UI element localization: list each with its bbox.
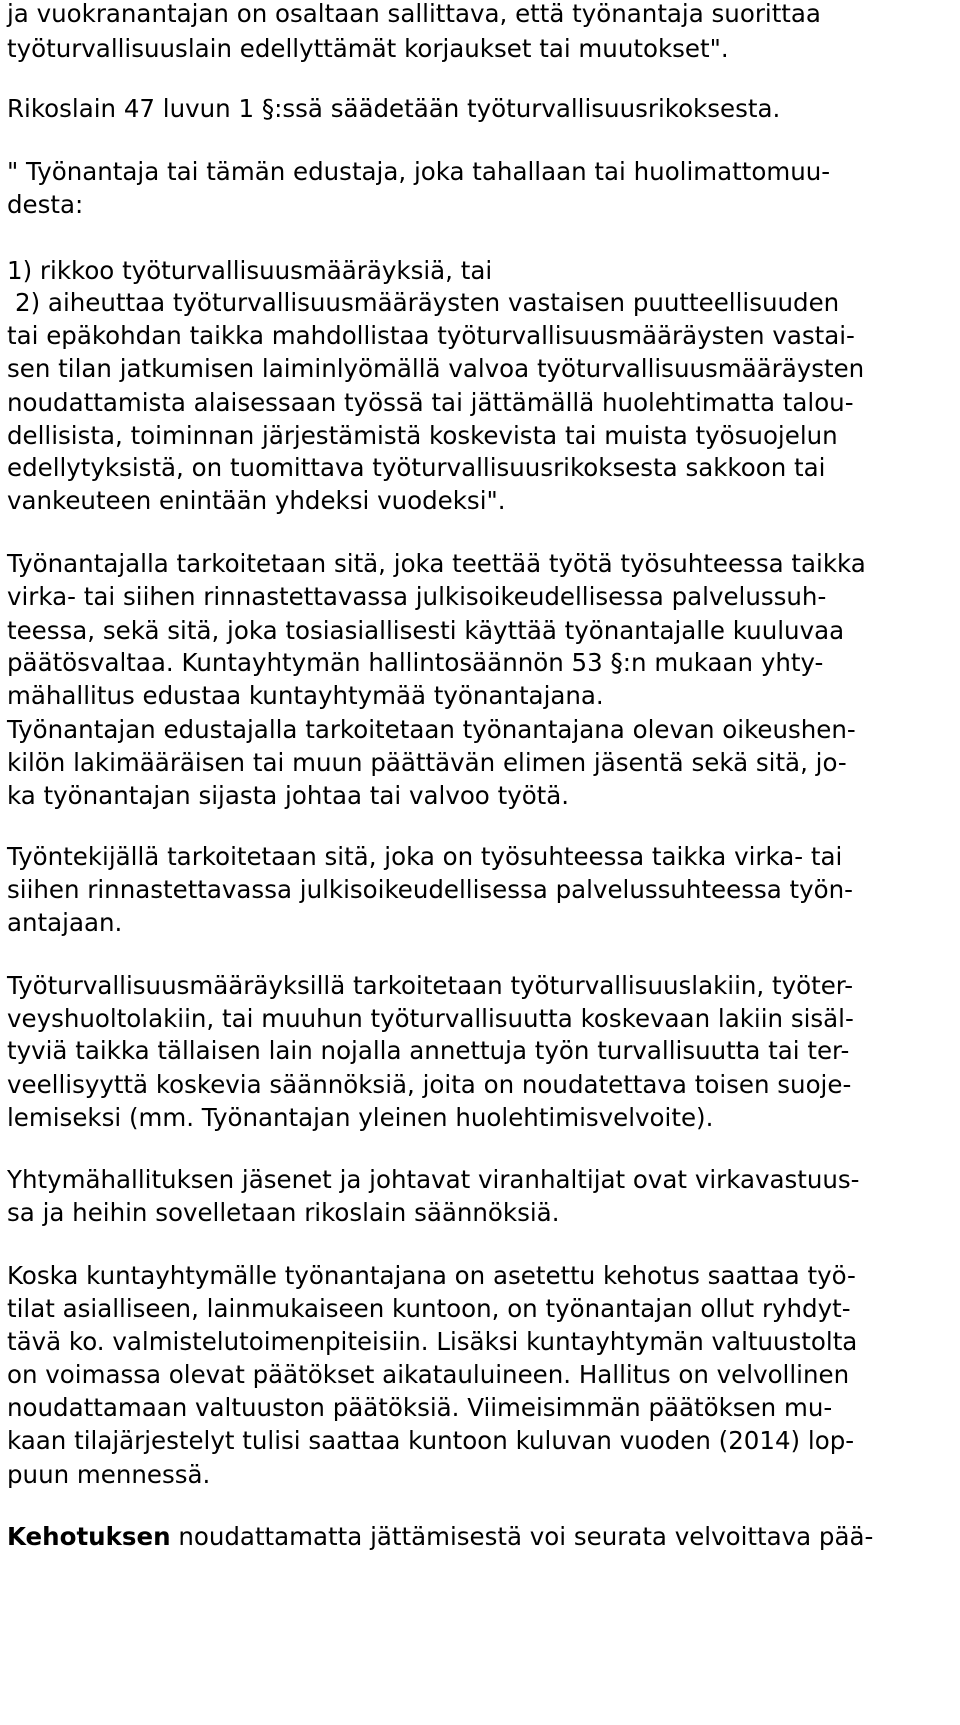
text-line: ja vuokranantajan on osaltaan sallittava, että työnantaja suorittaa <box>7 0 821 28</box>
text-line: noudattamaan valtuuston päätöksiä. Viimeisimmän päätöksen mu- <box>7 1393 833 1422</box>
text-line: mähallitus edustaa kuntayhtymää työnantajana. <box>7 681 604 710</box>
text-line: desta: <box>7 190 84 219</box>
text-line: ka työnantajan sijasta johtaa tai valvoo työtä. <box>7 781 570 810</box>
text-line: Työnantajan edustajalla tarkoitetaan työnantajana olevan oikeushen- <box>7 715 856 744</box>
text-line: sen tilan jatkumisen laiminlyömällä valvoa työturvallisuusmääräysten <box>7 354 865 383</box>
text-line: veellisyyttä koskevia säännöksiä, joita on noudatettava toisen suoje- <box>7 1070 852 1099</box>
text-line: Rikoslain 47 luvun 1 §:ssä säädetään työturvallisuusrikoksesta. <box>7 94 781 123</box>
text-line: 2) aiheuttaa työturvallisuusmääräysten vastaisen puutteellisuuden <box>15 288 840 317</box>
text-line: noudattamista alaisessaan työssä tai jättämällä huolehtimatta talou- <box>7 388 854 417</box>
text-line: teessa, sekä sitä, joka tosiasiallisesti käyttää työnantajalle kuuluvaa <box>7 616 845 645</box>
text-line: puun mennessä. <box>7 1460 211 1489</box>
text-line: on voimassa olevat päätökset aikatauluineen. Hallitus on velvollinen <box>7 1360 850 1389</box>
text-line: tyviä taikka tällaisen lain nojalla annettuja työn turvallisuutta tai ter- <box>7 1036 850 1065</box>
text-line: " Työnantaja tai tämän edustaja, joka tahallaan tai huolimattomuu- <box>7 157 831 186</box>
text-line: kilön lakimääräisen tai muun päättävän elimen jäsentä sekä sitä, jo- <box>7 748 847 777</box>
text-line: tävä ko. valmistelutoimenpiteisiin. Lisäksi kuntayhtymän valtuustolta <box>7 1327 858 1356</box>
text-line: kaan tilajärjestelyt tulisi saattaa kuntoon kuluvan vuoden (2014) lop- <box>7 1426 855 1455</box>
text-line: dellisista, toiminnan järjestämistä koskevista tai muista työsuojelun <box>7 421 838 450</box>
text-line: veyshuoltolakiin, tai muuhun työturvallisuutta koskevaan lakiin sisäl- <box>7 1004 854 1033</box>
text-line: virka- tai siihen rinnastettavassa julkisoikeudellisessa palvelussuh- <box>7 582 827 611</box>
bold-word: Kehotuksen <box>7 1522 171 1551</box>
text-line: sa ja heihin sovelletaan rikoslain säännöksiä. <box>7 1198 560 1227</box>
text-line: Työnantajalla tarkoitetaan sitä, joka teettää työtä työsuhteessa taikka <box>7 549 866 578</box>
text-line: siihen rinnastettavassa julkisoikeudellisessa palvelussuhteessa työn- <box>7 875 853 904</box>
text-line: työturvallisuuslain edellyttämät korjaukset tai muutokset". <box>7 34 729 63</box>
text-line: Yhtymähallituksen jäsenet ja johtavat viranhaltijat ovat virkavastuus- <box>7 1165 860 1194</box>
text-line: Työntekijällä tarkoitetaan sitä, joka on työsuhteessa taikka virka- tai <box>7 842 843 871</box>
text-line: edellytyksistä, on tuomittava työturvallisuusrikoksesta sakkoon tai <box>7 453 826 482</box>
text-line-last <box>7 1520 873 1554</box>
text-line: tai epäkohdan taikka mahdollistaa työturvallisuusmääräysten vastai- <box>7 321 855 350</box>
text-line: Koska kuntayhtymälle työnantajana on asetettu kehotus saattaa työ- <box>7 1261 856 1290</box>
text-line-rest: noudattamatta jättämisestä voi seurata velvoittava pää- <box>170 1522 874 1551</box>
text-line: lemiseksi (mm. Työnantajan yleinen huolehtimisvelvoite). <box>7 1103 714 1132</box>
text-line: 1) rikkoo työturvallisuusmääräyksiä, tai <box>7 256 493 285</box>
text-line: Työturvallisuusmääräyksillä tarkoitetaan työturvallisuuslakiin, työter- <box>7 971 854 1000</box>
text-line: antajaan. <box>7 908 123 937</box>
text-line: tilat asialliseen, lainmukaiseen kuntoon, on työnantajan ollut ryhdyt- <box>7 1294 851 1323</box>
text-line: päätösvaltaa. Kuntayhtymän hallintosäännön 53 §:n mukaan yhty- <box>7 648 824 677</box>
text-line: vankeuteen enintään yhdeksi vuodeksi". <box>7 486 506 515</box>
